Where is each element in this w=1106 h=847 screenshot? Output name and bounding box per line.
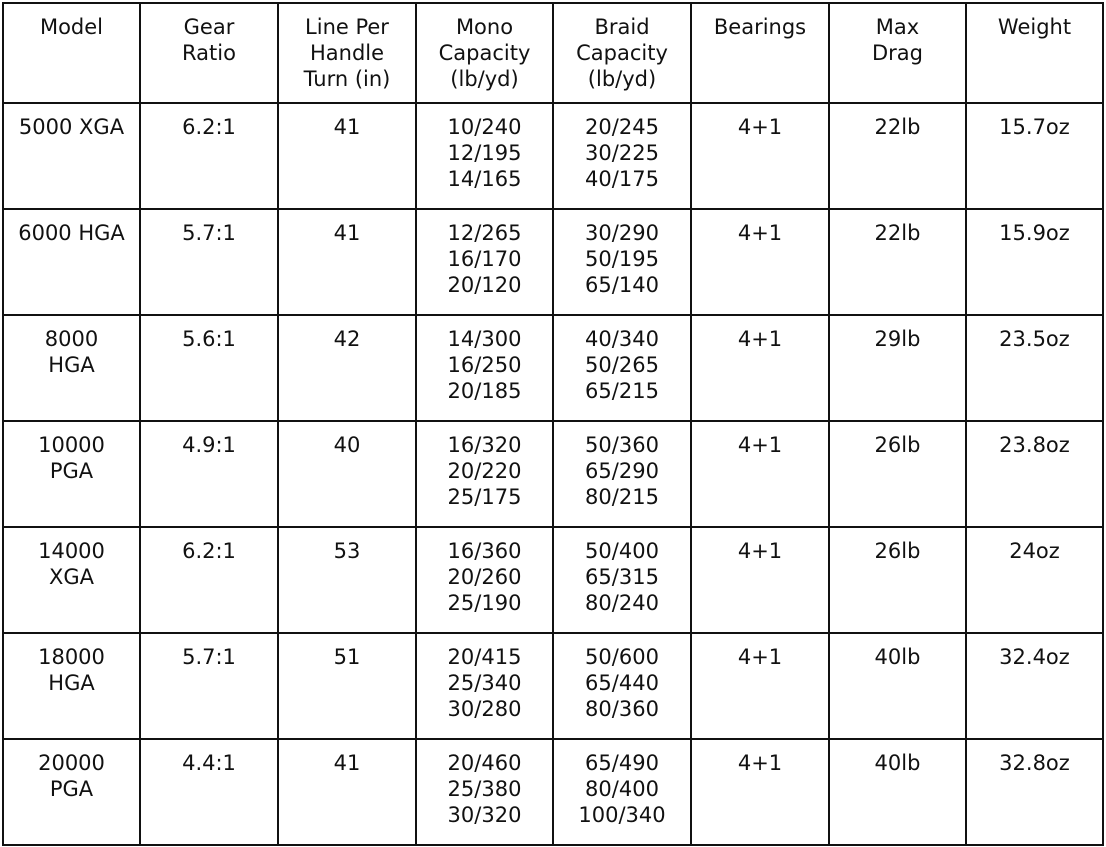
header-gear-ratio: Gear Ratio bbox=[140, 3, 278, 103]
cell-max-drag: 29lb bbox=[829, 315, 966, 421]
header-mono-capacity: Mono Capacity (lb/yd) bbox=[416, 3, 553, 103]
cell-line-per-turn: 41 bbox=[278, 209, 416, 315]
cell-line-per-turn: 42 bbox=[278, 315, 416, 421]
header-line-per-handle-turn: Line Per Handle Turn (in) bbox=[278, 3, 416, 103]
cell-mono-capacity: 14/300 16/250 20/185 bbox=[416, 315, 553, 421]
cell-bearings: 4+1 bbox=[691, 527, 829, 633]
table-row bbox=[3, 527, 1103, 633]
cell-model: 6000 HGA bbox=[3, 209, 140, 315]
header-max-drag: Max Drag bbox=[829, 3, 966, 103]
cell-line-per-turn: 51 bbox=[278, 633, 416, 739]
cell-mono-capacity: 20/460 25/380 30/320 bbox=[416, 739, 553, 845]
table-body bbox=[3, 103, 1103, 845]
table-row bbox=[3, 315, 1103, 421]
cell-gear-ratio: 5.7:1 bbox=[140, 633, 278, 739]
cell-gear-ratio: 4.9:1 bbox=[140, 421, 278, 527]
table-row bbox=[3, 421, 1103, 527]
cell-braid-capacity: 50/600 65/440 80/360 bbox=[553, 633, 691, 739]
cell-braid-capacity: 65/490 80/400 100/340 bbox=[553, 739, 691, 845]
table-row bbox=[3, 739, 1103, 845]
cell-gear-ratio: 6.2:1 bbox=[140, 103, 278, 209]
cell-bearings: 4+1 bbox=[691, 739, 829, 845]
cell-mono-capacity: 16/360 20/260 25/190 bbox=[416, 527, 553, 633]
cell-mono-capacity: 16/320 20/220 25/175 bbox=[416, 421, 553, 527]
cell-mono-capacity: 12/265 16/170 20/120 bbox=[416, 209, 553, 315]
header-row bbox=[3, 3, 1103, 103]
cell-weight: 15.9oz bbox=[966, 209, 1103, 315]
cell-bearings: 4+1 bbox=[691, 209, 829, 315]
cell-mono-capacity: 20/415 25/340 30/280 bbox=[416, 633, 553, 739]
cell-weight: 32.8oz bbox=[966, 739, 1103, 845]
cell-line-per-turn: 53 bbox=[278, 527, 416, 633]
cell-bearings: 4+1 bbox=[691, 315, 829, 421]
cell-max-drag: 40lb bbox=[829, 633, 966, 739]
cell-braid-capacity: 30/290 50/195 65/140 bbox=[553, 209, 691, 315]
cell-model: 8000 HGA bbox=[3, 315, 140, 421]
cell-bearings: 4+1 bbox=[691, 103, 829, 209]
header-weight: Weight bbox=[966, 3, 1103, 103]
cell-weight: 23.5oz bbox=[966, 315, 1103, 421]
header-braid-capacity: Braid Capacity (lb/yd) bbox=[553, 3, 691, 103]
cell-model: 10000 PGA bbox=[3, 421, 140, 527]
cell-model: 14000 XGA bbox=[3, 527, 140, 633]
cell-gear-ratio: 5.6:1 bbox=[140, 315, 278, 421]
cell-braid-capacity: 20/245 30/225 40/175 bbox=[553, 103, 691, 209]
cell-max-drag: 40lb bbox=[829, 739, 966, 845]
cell-model: 5000 XGA bbox=[3, 103, 140, 209]
cell-line-per-turn: 41 bbox=[278, 103, 416, 209]
cell-braid-capacity: 50/360 65/290 80/215 bbox=[553, 421, 691, 527]
cell-weight: 23.8oz bbox=[966, 421, 1103, 527]
header-bearings: Bearings bbox=[691, 3, 829, 103]
cell-max-drag: 22lb bbox=[829, 209, 966, 315]
cell-weight: 32.4oz bbox=[966, 633, 1103, 739]
cell-model: 18000 HGA bbox=[3, 633, 140, 739]
cell-weight: 24oz bbox=[966, 527, 1103, 633]
cell-braid-capacity: 40/340 50/265 65/215 bbox=[553, 315, 691, 421]
cell-max-drag: 22lb bbox=[829, 103, 966, 209]
cell-mono-capacity: 10/240 12/195 14/165 bbox=[416, 103, 553, 209]
cell-line-per-turn: 40 bbox=[278, 421, 416, 527]
cell-bearings: 4+1 bbox=[691, 421, 829, 527]
cell-max-drag: 26lb bbox=[829, 527, 966, 633]
header-model: Model bbox=[3, 3, 140, 103]
cell-gear-ratio: 5.7:1 bbox=[140, 209, 278, 315]
table-row bbox=[3, 633, 1103, 739]
table-row bbox=[3, 103, 1103, 209]
table-row bbox=[3, 209, 1103, 315]
cell-line-per-turn: 41 bbox=[278, 739, 416, 845]
cell-max-drag: 26lb bbox=[829, 421, 966, 527]
cell-gear-ratio: 6.2:1 bbox=[140, 527, 278, 633]
cell-weight: 15.7oz bbox=[966, 103, 1103, 209]
table-header bbox=[3, 3, 1103, 103]
reel-specs-table bbox=[2, 2, 1104, 846]
cell-bearings: 4+1 bbox=[691, 633, 829, 739]
cell-gear-ratio: 4.4:1 bbox=[140, 739, 278, 845]
cell-braid-capacity: 50/400 65/315 80/240 bbox=[553, 527, 691, 633]
cell-model: 20000 PGA bbox=[3, 739, 140, 845]
